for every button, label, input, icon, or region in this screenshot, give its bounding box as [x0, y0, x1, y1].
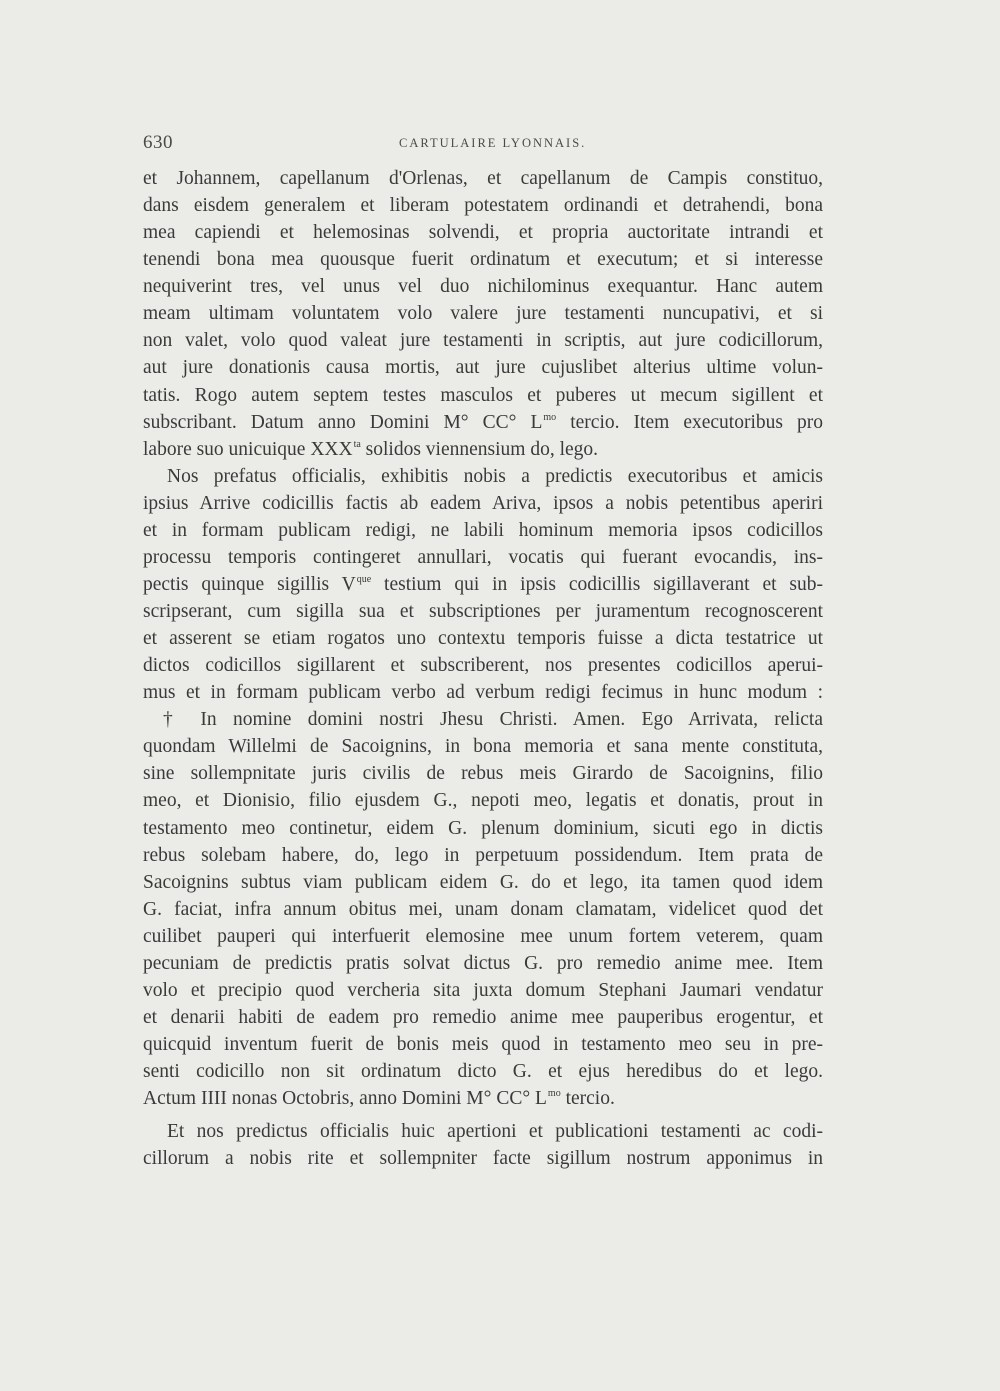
text-line: ipsius Arrive codicillis factis ab eadem Ariva, ipsos a nobis petentibus aperiri [143, 492, 823, 514]
text-line: scripserant, cum sigilla sua et subscriptiones per juramentum recognoscerent [143, 601, 823, 622]
text-line: meam ultimam voluntatem volo valere jure testamenti nuncupativi, et si [143, 303, 823, 325]
text-line: processu temporis contingeret annullari, vocatis qui fuerant evocandis, ins- [143, 546, 823, 568]
superscript: mo [543, 411, 557, 423]
text-line: dans eisdem generalem et liberam potestatem ordinandi et detrahendi, bona [143, 195, 823, 217]
text-line: quondam Willelmi de Sacoignins, in bona memoria et sana mente constituta, [143, 736, 823, 758]
text-segment: solidos viennensium do, lego. [360, 438, 599, 460]
text-segment: Actum IIII nonas Octobris, anno Domini M° CC° L [143, 1088, 547, 1110]
text-segment: pectis quinque sigillis V [143, 573, 356, 595]
text-line [143, 571, 823, 598]
text-segment: tercio. [560, 1088, 615, 1110]
running-head: CARTULAIRE LYONNAIS. [399, 136, 587, 150]
paragraph-3 [143, 706, 823, 1112]
body-text [143, 165, 823, 1172]
paragraph-4 [143, 1118, 823, 1172]
paragraph-2 [143, 463, 823, 707]
text-line: G. faciat, infra annum obitus mei, unam donam clamatam, videlicet quod det [143, 898, 823, 920]
text-line: mus et in formam publicam verbo ad verbum redigi fecimus in hunc modum : [143, 682, 823, 704]
superscript: ta [353, 438, 361, 450]
text-line: et denarii habiti de eadem pro remedio anime mee pauperibus erogentur, et [143, 1006, 823, 1028]
text-line: Nos prefatus officialis, exhibitis nobis a predictis executoribus et amicis [167, 465, 823, 487]
superscript: que [356, 573, 372, 585]
text-line [143, 436, 823, 463]
text-line: dictos codicillos sigillarent et subscriberent, nos presentes codicillos aperui- [143, 655, 823, 677]
text-line [143, 409, 823, 436]
text-line: et asserent se etiam rogatos uno contextu temporis fuisse a dicta testatrice ut [143, 628, 823, 650]
text-line: cillorum a nobis rite et sollempniter facte sigillum nostrum apponimus in [143, 1148, 823, 1170]
text-line: et in formam publicam redigi, ne labili hominum memoria ipsos codicillos [143, 519, 823, 541]
text-line: meo, et Dionisio, filio ejusdem G., nepoti meo, legatis et donatis, prout in [143, 790, 823, 812]
text-line: rebus solebam habere, do, lego in perpetuum possidendum. Item prata de [143, 844, 823, 866]
text-line: Et nos predictus officialis huic apertioni et publicationi testamenti ac codi- [167, 1121, 823, 1143]
text-line: testamento meo continetur, eidem G. plenum dominium, sicuti ego in dictis [143, 817, 823, 839]
text-line: quicquid inventum fuerit de bonis meis quod in testamento meo seu in pre- [143, 1034, 823, 1055]
text-line: Sacoignins subtus viam publicam eidem G. do et lego, ita tamen quod idem [143, 871, 823, 893]
text-line: cuilibet pauperi qui interfuerit elemosine mee unum fortem veterem, quam [143, 925, 823, 947]
text-segment: tercio. Item executoribus pro [556, 411, 823, 433]
text-line [143, 1085, 823, 1112]
page-number: 630 [143, 132, 173, 153]
text-line: mea capiendi et helemosinas solvendi, et propria auctoritate intrandi et [143, 222, 823, 244]
text-line: sine sollempnitate juris civilis de rebus meis Girardo de Sacoignins, filio [143, 763, 823, 785]
text-line: nequiverint tres, vel unus vel duo nichilominus exequantur. Hanc autem [143, 276, 823, 298]
text-line: pecuniam de predictis pratis solvat dictus G. pro remedio anime mee. Item [143, 952, 823, 974]
text-line: † In nomine domini nostri Jhesu Christi. Amen. Ego Arrivata, relicta [163, 709, 823, 731]
text-line: aut jure donationis causa mortis, aut jure cujuslibet alterius ultime volun- [143, 357, 823, 379]
text-line: et Johannem, capellanum d'Orlenas, et capellanum de Campis constituo, [143, 168, 823, 189]
text-segment: labore suo unicuique XXX [143, 438, 353, 460]
text-line: volo et precipio quod vercheria sita juxta domum Stephani Jaumari vendatur [143, 979, 823, 1001]
text-line: senti codicillo non sit ordinatum dicto G. et ejus heredibus do et lego. [143, 1061, 823, 1083]
superscript: mo [547, 1088, 561, 1100]
text-line: non valet, volo quod valeat jure testamenti in scriptis, aut jure codicillorum, [143, 330, 823, 352]
page-header [143, 132, 823, 158]
text-line: tatis. Rogo autem septem testes masculos et puberes ut mecum sigillent et [143, 384, 823, 406]
text-segment: testium qui in ipsis codicillis sigillaverant et sub- [371, 573, 823, 595]
paragraph-1 [143, 165, 823, 463]
text-segment: subscribant. Datum anno Domini M° CC° L [143, 411, 543, 433]
text-line: tenendi bona mea quousque fuerit ordinatum et executum; et si interesse [143, 249, 823, 271]
